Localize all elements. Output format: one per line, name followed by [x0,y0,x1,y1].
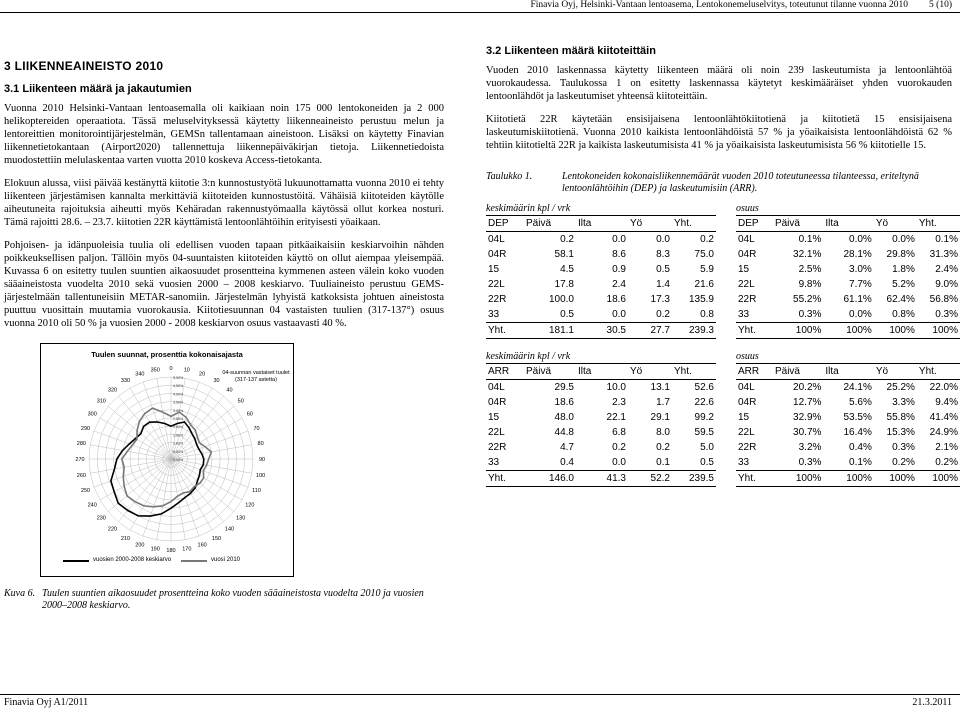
direction-label: 170 [182,546,192,553]
table-cell: 4.7 [560,442,574,453]
table-cell: 13.1 [650,382,670,393]
direction-label: 240 [87,502,97,509]
table-cell: 17.8 [554,279,574,290]
column-header: Päivä [773,216,823,232]
direction-label: 250 [80,488,91,495]
table-cell: 0.4% [849,442,872,453]
table-cell: 16.4% [843,427,872,438]
footer-date: 21.3.2011 [912,697,952,708]
table-cell: 0.1% [798,234,822,245]
radial-tick-label: 0,00% [173,458,184,462]
table-cell: 22.0% [929,382,958,393]
table-cell: 0.5 [700,457,714,468]
direction-label: 340 [135,371,145,378]
direction-label: 130 [236,515,246,522]
table-cell: 28.1% [843,249,872,260]
direction-label: 190 [150,546,160,553]
table-cell: 25.2% [886,382,915,393]
table-cell: 22.1 [606,412,626,423]
legend-label-average: vuosien 2000-2008 keskiarvo [93,557,172,563]
direction-label: 150 [211,535,222,542]
table-cell: 0.2 [656,309,670,320]
table-cell: 52.6 [694,382,714,393]
table-row [486,307,716,323]
data-table [486,363,716,487]
direction-label: 140 [224,526,235,533]
table-row [486,232,716,248]
paragraph: Elokuun alussa, viisi päivää kestänyttä kiitotie 3:n kunnostustyötä lukuunottamatta vuonna 2010 ei tehty liikenteen järjestämisen kannalta merkittäviä kiitoteiden kunnostustöitä. Vähäisiä kiitoteiden käytölle aiheutuneita rajoituksia aiheutti myös Kehäradan rakennustyömaalla käytössä ollut korkea nosturi. Tämä rajoitti 28.6. – 23.7. kiitotien 22R käyttämistä lentoonlähtöihin erityisesti yöaikaan. [4,178,444,228]
table-cell: 3.2% [798,442,822,453]
table-row [486,277,716,292]
paragraph: Vuoden 2010 laskennassa käytetty liikenteen määrä oli noin 239 laskeutumista ja lentoonlähtöä vuorokaudessa. Taulukossa 1 on esitetty laskennassa käytetyt keskimääräiset yhden vuorokauden lentoonlähdöt ja laskeutumiset yhteensä kiitoteittäin. [486,65,952,102]
paragraph: Vuonna 2010 Helsinki-Vantaan lentoasemalla oli kaikiaan noin 175 000 lentokoneiden ja 2 000 helikoptereiden operaatiota. Tässä meluselvityksessä käytetty liikenneaineisto perustuu melun ja lentoreittien monitorointijärjestelmän, GEMSn tallentamaan aineistoon. Lisäksi on käytetty Finavian liikennetietokantaan (Airport2020) tallennettuja liikennepäiväkirjan tietoja. Liikennetiedoista muodostettiin melulaskentaa varten vuotta 2010 koskeva Access-tietokanta. [4,103,444,166]
table-cell: 0.0 [656,234,670,245]
table-cell: 0.1% [935,234,958,245]
direction-label: 110 [252,488,261,495]
table-subtitle: keskimäärin kpl / vrk [486,351,571,362]
table-cell: 239.5 [672,471,716,487]
table-cell: 0.0 [612,457,626,468]
row-label: 04R [488,249,507,260]
table-label: Taulukko 1. [486,171,533,182]
legend-swatch-2010 [181,560,207,562]
table-row [736,395,960,410]
table-cell: 1.4 [656,279,670,290]
table-cell: 62.4% [886,294,915,305]
table-header-row [486,364,716,380]
table-row [736,380,960,396]
column-header: ARR [736,364,773,380]
direction-label: 90 [258,457,266,463]
table-cell: 61.1% [843,294,872,305]
row-label: Yht. [736,471,773,487]
row-label: 04R [738,249,757,260]
table-cell: 6.8 [612,427,626,438]
table-arr-counts [486,351,716,487]
radial-tick-label: 4,00% [173,392,184,397]
radial-tick-label: 3,00% [173,408,184,413]
direction-label: 160 [197,542,207,549]
table-cell: 0.2% [935,457,958,468]
row-label: 33 [738,309,750,320]
header-title: Finavia Oyj, Helsinki-Vantaan lentoasema, Lentokonemeluselvitys, toteutunut tilanne vuonna 2010 [530,0,908,10]
footer-company: Finavia Oyj A1/2011 [4,697,89,708]
table-cell: 0.5 [656,264,670,275]
table-cell: 2.5% [798,264,822,275]
direction-label: 200 [135,542,145,549]
row-label: Yht. [486,323,524,339]
row-label: 04R [738,397,757,408]
direction-label: 30 [213,378,220,385]
table-cell: 44.8 [554,427,574,438]
table-cell: 0.1% [849,457,872,468]
table-cell: 239.3 [672,323,716,339]
table-cell: 5.6% [849,397,872,408]
table-cell: 0.2 [656,442,670,453]
row-label: 22L [488,279,505,290]
column-header: ARR [486,364,524,380]
table-cell: 0.1 [656,457,670,468]
table-cell: 2.4% [935,264,958,275]
table-cell: 24.1% [843,382,872,393]
table-arr-shares [736,351,960,487]
table-cell: 100% [823,323,873,339]
direction-label: 40 [226,387,233,394]
table-cell: 0.5 [560,309,574,320]
row-label: 22R [738,294,757,305]
direction-label: 120 [245,502,255,509]
table-cell: 52.2 [628,471,672,487]
direction-label: 280 [76,441,86,448]
table-row [736,247,960,262]
direction-label: 180 [166,548,176,554]
table-cell: 9.4% [935,397,958,408]
table-row [486,425,716,440]
table-cell: 3.3% [892,397,915,408]
table-row [736,292,960,307]
table-cell: 0.2 [560,234,574,245]
row-label: 04L [738,382,755,393]
row-label: 22R [488,442,507,453]
table-cell: 0.0 [612,234,626,245]
data-table [736,363,960,487]
table-cell: 0.3% [798,309,822,320]
legend-swatch-average [63,560,89,562]
paragraph: Pohjoisen- ja idänpuoleisia tuulia oli edellisen vuoden tapaan pitkäaikaisiin keskiarvoihin nähden poikkeuksellisen paljon. Tällöin myös 04-suuntaisten kiitoteiden käyttö on ollut aiempaa yleisempää. Kuvassa 6 on esitetty tuulen suuntien aikaosuudet prosentteina kymmenen asteen välein koko vuoden sääaineistosta vuodelta 2010 sekä vuosien 2000 – 2008 keskiarvo. Tuuliaineisto perustuu GEMS-järjestelmään tallentuneisiin METAR-sanomiin. Järjestelmän lyhyistä katkoksista johtuen aineistosta puuttuu vuosittain muutamia vuorokausia. Kiitotiesuunnan 04 vastaisten tuulien (317-137°) osuus vuonna 2010 oli 50 % ja vuosien 2000 - 2008 keskiarvon osuus vastaavasti 40 %. [4,240,444,329]
table-dep-shares [736,203,960,339]
row-label: Yht. [486,471,524,487]
row-label: 22R [488,294,507,305]
table-cell: 29.8% [886,249,915,260]
radial-tick-label: 4,50% [173,384,184,389]
table-cell: 32.9% [793,412,822,423]
row-label: 15 [488,412,500,423]
table-cell: 75.0 [694,249,714,260]
section-heading: 3 LIIKENNEAINEISTO 2010 [4,59,164,73]
table-row [736,262,960,277]
column-header: Yht. [917,364,960,380]
row-label: 22R [738,442,757,453]
table-cell: 0.9 [612,264,626,275]
column-header: Yö [628,216,672,232]
radial-tick-label: 3,50% [173,400,184,405]
table-caption-text: Lentokoneiden kokonaisliikennemäärät vuoden 2010 toteutuneessa tilanteessa, eriteltynä lentoonlähtöihin (DEP) ja laskeutumisiin (ARR). [562,171,919,194]
row-label: 22L [488,427,505,438]
figure-label: Kuva 6. [4,588,36,599]
table-cell: 100% [917,471,960,487]
table-cell: 100.0 [548,294,574,305]
page-footer [0,694,960,709]
table-cell: 100% [773,323,823,339]
table-cell: 32.1% [793,249,822,260]
table-cell: 135.9 [688,294,714,305]
table-row [486,395,716,410]
table-cell: 100% [917,323,960,339]
column-header: Ilta [823,216,873,232]
table-subtitle: osuus [736,203,759,214]
table-cell: 0.0% [892,234,915,245]
column-header: Yö [874,364,917,380]
direction-label: 100 [256,472,266,479]
table-cell: 29.1 [650,412,670,423]
table-row [736,232,960,248]
table-subtitle: osuus [736,351,759,362]
row-label: 33 [488,309,500,320]
row-label: 04L [488,234,505,245]
row-label: 15 [738,264,750,275]
direction-label: 10 [183,367,190,374]
table-cell: 55.8% [886,412,915,423]
column-header: Päivä [524,216,576,232]
column-header: Ilta [576,364,628,380]
table-cell: 18.6 [554,397,574,408]
page-header [0,0,960,13]
wind-direction-chart [40,343,294,577]
table-cell: 58.1 [554,249,574,260]
direction-label: 320 [107,387,118,394]
table-cell: 59.5 [694,427,714,438]
table-cell: 24.9% [929,427,958,438]
table-cell: 21.6 [694,279,714,290]
direction-label: 310 [96,398,106,405]
direction-label: 210 [120,535,131,542]
column-header: Yö [874,216,917,232]
table-row [486,471,716,487]
table-row [486,440,716,455]
table-cell: 0.3% [892,442,915,453]
table-row [486,292,716,307]
radial-tick-label: 5,00% [173,376,184,380]
column-header: Ilta [576,216,628,232]
table-cell: 3.0% [849,264,872,275]
row-label: 22L [738,279,755,290]
table-cell: 0.2 [612,442,626,453]
row-label: 15 [738,412,750,423]
chart-title: Tuulen suunnat, prosenttia kokonaisajasta [91,350,243,359]
column-header: DEP [736,216,773,232]
row-label: Yht. [736,323,773,339]
column-header: Yht. [917,216,960,232]
table-cell: 0.0 [612,309,626,320]
radial-tick-label: 1,50% [173,433,184,438]
column-header: Päivä [773,364,823,380]
direction-label: 270 [75,457,85,463]
direction-label: 70 [253,425,260,432]
table-cell: 2.1% [935,442,958,453]
table-cell: 2.3 [612,397,626,408]
table-cell: 0.3% [798,457,822,468]
table-cell: 146.0 [524,471,576,487]
table-cell: 8.0 [656,427,670,438]
row-label: 15 [488,264,500,275]
table-cell: 27.7 [628,323,672,339]
subsection-heading-3-1: 3.1 Liikenteen määrä ja jakautumien [4,83,192,95]
direction-label: 230 [96,515,106,522]
table-row [486,410,716,425]
table-cell: 18.6 [606,294,626,305]
table-subtitle: keskimäärin kpl / vrk [486,203,571,214]
direction-label: 330 [120,378,131,385]
direction-label: 220 [107,526,118,533]
table-cell: 0.4 [560,457,574,468]
table-cell: 20.2% [793,382,822,393]
table-row [486,455,716,471]
data-table [736,215,960,339]
row-label: 33 [488,457,500,468]
table-cell: 0.3% [935,309,958,320]
direction-label: 80 [257,441,264,448]
row-label: 04L [738,234,755,245]
direction-label: 0 [169,366,173,372]
radial-tick-label: 0,50% [173,449,184,454]
table-cell: 48.0 [554,412,574,423]
radial-tick-label: 2,50% [173,417,184,421]
table-row [736,455,960,471]
row-label: 04R [488,397,507,408]
table-cell: 53.5% [843,412,872,423]
table-cell: 10.0 [606,382,626,393]
direction-label: 300 [87,411,97,418]
chart-legend [63,555,283,567]
table-cell: 55.2% [793,294,822,305]
table-cell: 99.2 [694,412,714,423]
table-cell: 5.2% [892,279,915,290]
radial-tick-label: 1,00% [173,441,184,446]
table-cell: 8.6 [612,249,626,260]
table-cell: 100% [773,471,823,487]
direction-label: 350 [150,367,160,374]
column-header: Yht. [672,216,716,232]
table-cell: 8.3 [656,249,670,260]
table-cell: 0.8% [892,309,915,320]
direction-label: 50 [237,398,244,405]
table-row [736,307,960,323]
table-cell: 181.1 [524,323,576,339]
legend-label-2010: vuosi 2010 [211,557,241,563]
table-header-row [736,364,960,380]
table-row [736,440,960,455]
table-row [486,380,716,396]
table-cell: 9.0% [935,279,958,290]
table-cell: 0.0% [849,234,872,245]
table-row [736,425,960,440]
table-header-row [486,216,716,232]
table-cell: 29.5 [554,382,574,393]
row-label: 04L [488,382,505,393]
direction-label: 260 [76,472,86,479]
table-cell: 100% [874,323,917,339]
column-header: Yht. [672,364,716,380]
table-row [736,323,960,339]
column-header: Yö [628,364,672,380]
table-cell: 30.7% [793,427,822,438]
table-cell: 9.8% [798,279,822,290]
series-line-average [111,422,204,516]
table-cell: 7.7% [849,279,872,290]
direction-label: 20 [199,371,206,378]
table-row [736,277,960,292]
table-cell: 22.6 [694,397,714,408]
table-cell: 100% [874,471,917,487]
table-cell: 0.2 [700,234,714,245]
table-cell: 15.3% [886,427,915,438]
row-label: 22L [738,427,755,438]
table-row [486,247,716,262]
paragraph: Kiitotietä 22R käytetään ensisijaisena lentoonlähtökiitotienä ja kiitotietä 15 ensisijaisena laskeutumiskiitotienä. Vuonna 2010 kaikista lentoonlähdöistä 57 % ja yöaikaisista lentoonlähdöistä 62 % tehtiin kiitotieltä 22R ja kaikista laskeutumisista 41 % ja yöaikaisista laskeutumisista 56 % kiitotielle 15. [486,114,952,151]
table-row [486,262,716,277]
table-cell: 41.3 [576,471,628,487]
table-cell: 5.0 [700,442,714,453]
right-column [486,45,952,162]
table-cell: 56.8% [929,294,958,305]
row-label: 33 [738,457,750,468]
table-header-row [736,216,960,232]
chart-note: 04-suunnan vastaiset tuulet (317-137 astetta) [222,370,290,383]
table-cell: 31.3% [929,249,958,260]
direction-label: 290 [80,425,91,432]
table-cell: 17.3 [650,294,670,305]
table-cell: 4.5 [560,264,574,275]
radar-plot [41,344,293,576]
table-row [736,471,960,487]
table-row [736,410,960,425]
table-cell: 0.0% [849,309,872,320]
figure-caption-text: Tuulen suuntien aikaosuudet prosentteina koko vuoden sääaineistosta vuodelta 2010 ja vuosien 2000–2008 keskiarvo. [42,588,424,611]
table-row [486,323,716,339]
column-header: Ilta [823,364,873,380]
left-column [4,60,444,340]
table-cell: 41.4% [929,412,958,423]
column-header: DEP [486,216,524,232]
table-dep-counts [486,203,716,339]
table-cell: 5.9 [700,264,714,275]
table-cell: 2.4 [612,279,626,290]
table-cell: 0.8 [700,309,714,320]
table-cell: 12.7% [793,397,822,408]
table-cell: 0.2% [892,457,915,468]
subsection-heading-3-2: 3.2 Liikenteen määrä kiitoteittäin [486,45,656,57]
page-number: 5 (10) [929,0,952,10]
direction-label: 60 [246,411,253,418]
radial-tick-label: 2,00% [173,425,184,430]
data-table [486,215,716,339]
table-cell: 100% [823,471,873,487]
table-cell: 1.8% [892,264,915,275]
column-header: Päivä [524,364,576,380]
table-cell: 30.5 [576,323,628,339]
table-cell: 1.7 [656,397,670,408]
